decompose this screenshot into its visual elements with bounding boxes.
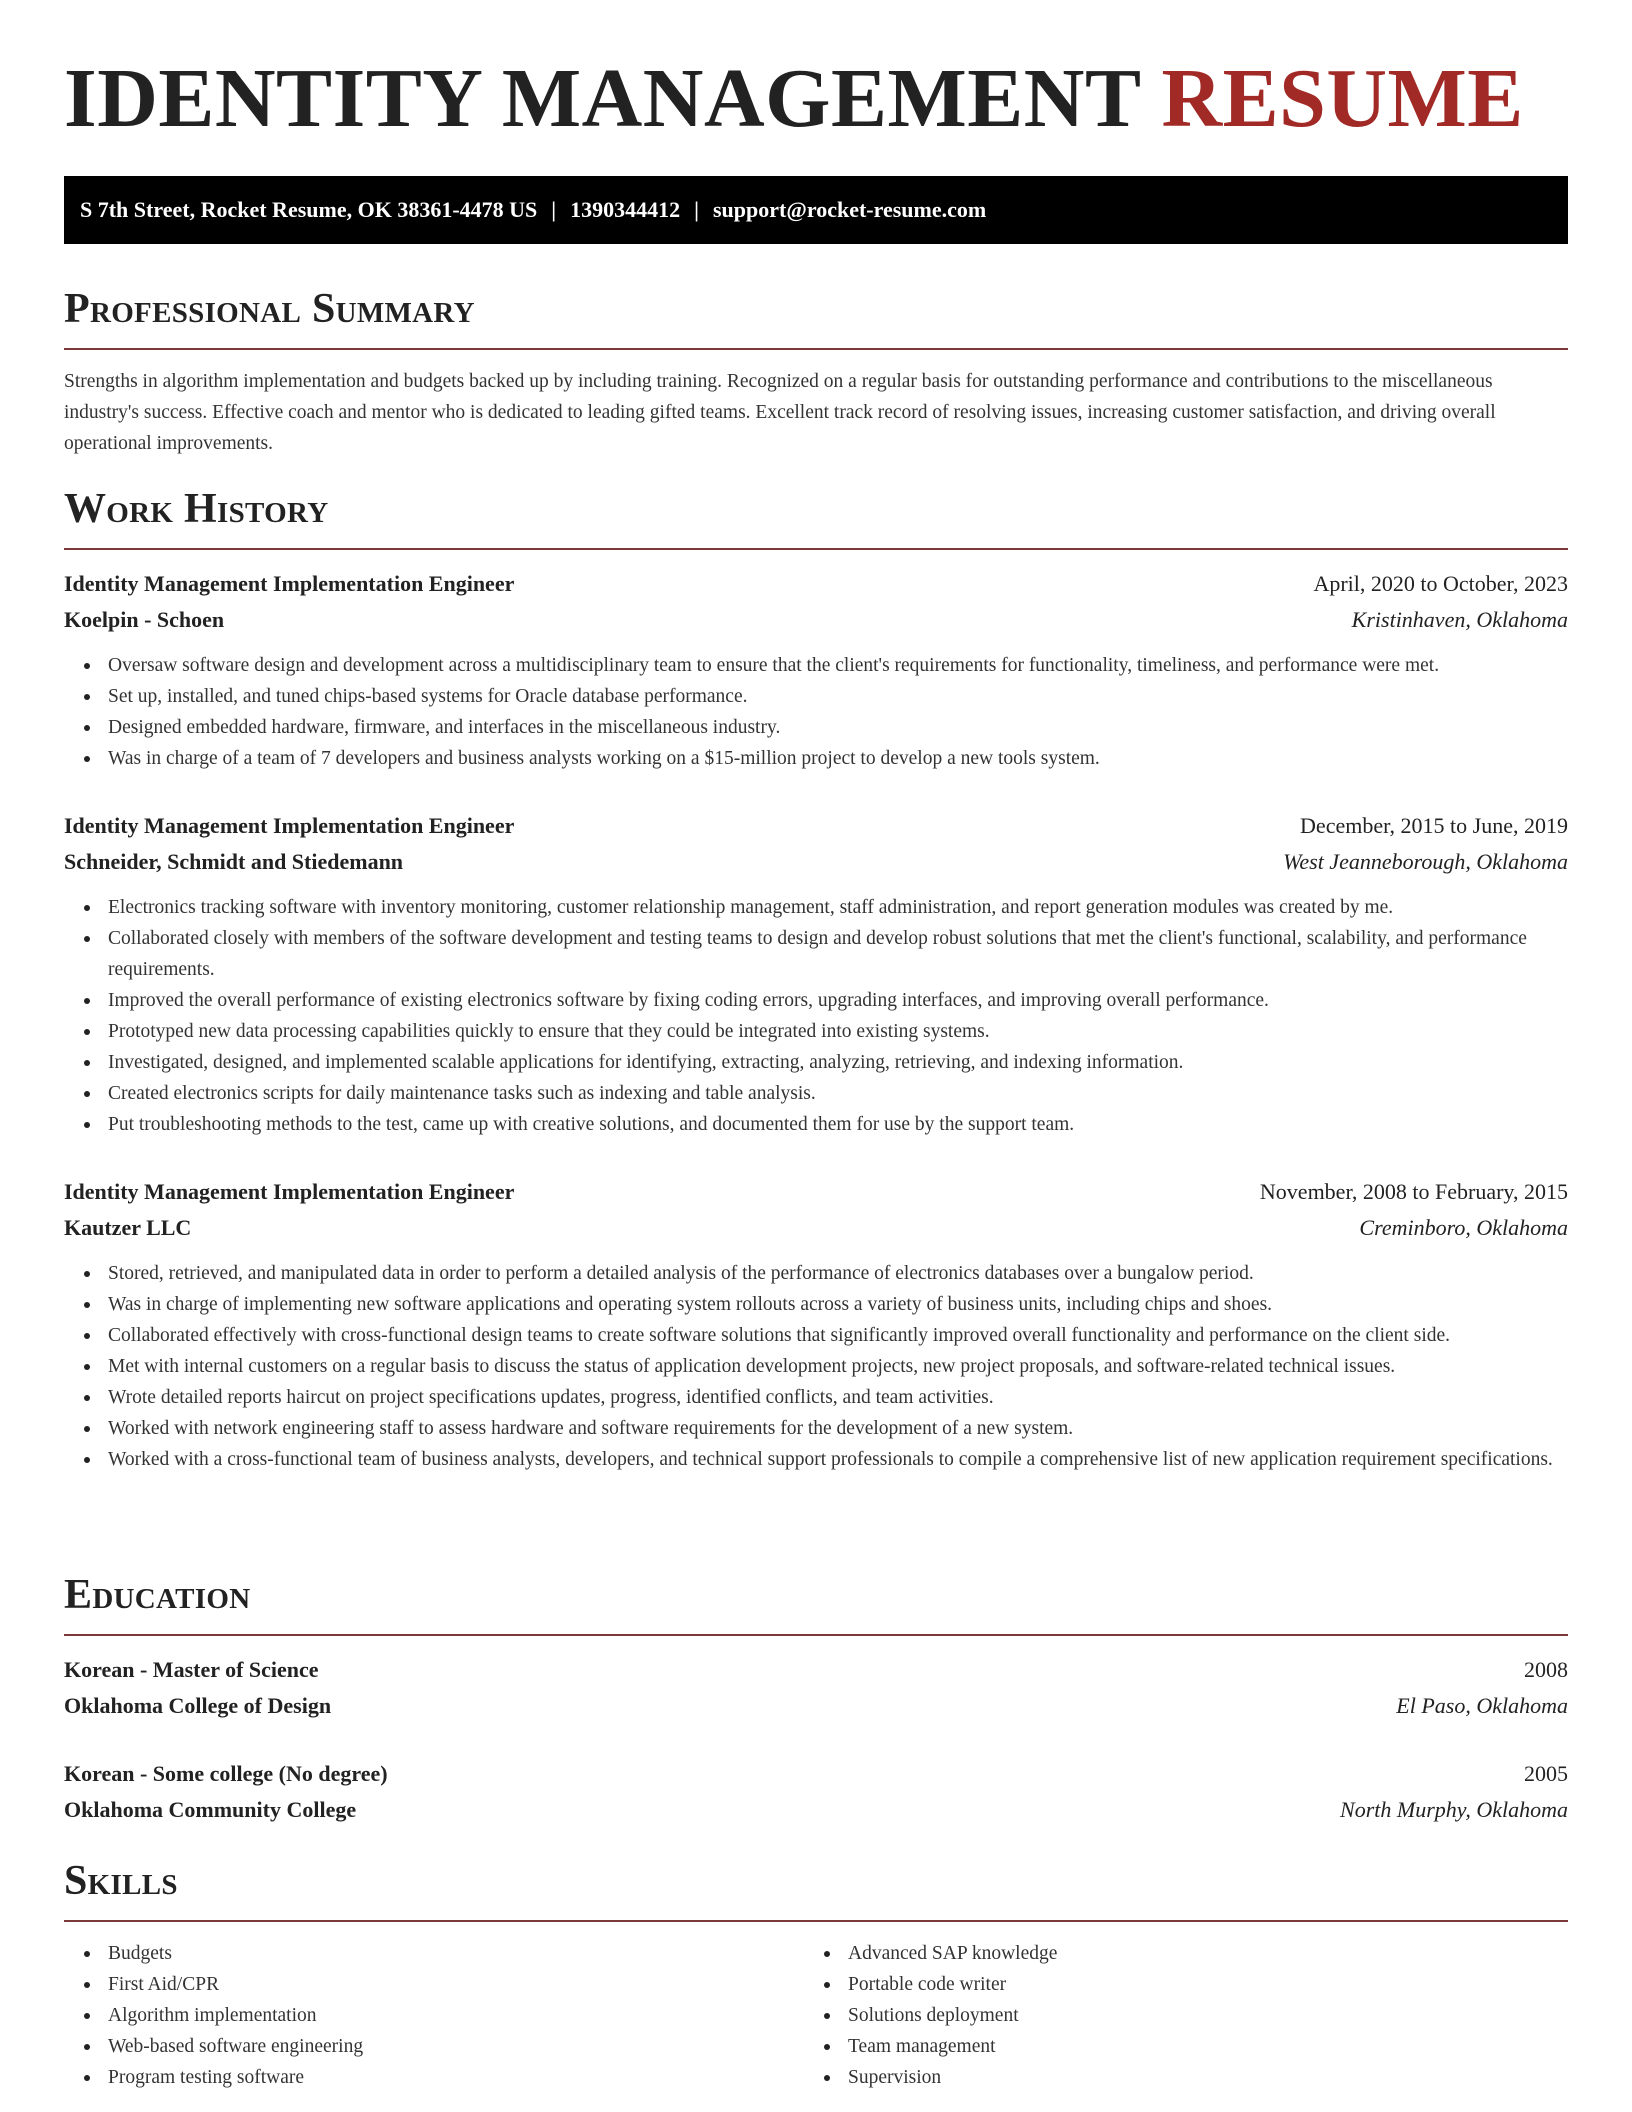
job-entry [64,1174,1568,1475]
education-subheader [64,1688,1568,1724]
education-header [64,1652,1568,1688]
job-bullets [64,650,1568,774]
education-header [64,1756,1568,1792]
job-company: Koelpin - Schoen [64,607,225,632]
job-bullet: Collaborated closely with members of the software development and testing teams to design and develop robust solutions that met the client's functional, scalability, and performance requirements. [64,923,1568,985]
summary-heading: Professional Summary [64,286,475,332]
skill-item: Portable code writer [804,1969,1544,2000]
education-heading: Education [64,1572,251,1618]
education-entry [64,1652,1568,1724]
contact-email[interactable]: support@rocket-resume.com [713,197,987,222]
education-year: 2005 [1524,1761,1568,1786]
job-bullet: Investigated, designed, and implemented scalable applications for identifying, extracting, analyzing, retrieving, and indexing information. [64,1047,1568,1078]
job-bullets [64,1258,1568,1475]
job-bullet: Collaborated effectively with cross-functional design teams to create software solutions that significantly improved overall functionality and performance on the client side. [64,1320,1568,1351]
skill-item: Budgets [64,1938,804,1969]
job-bullet: Worked with network engineering staff to assess hardware and software requirements for the development of a new system. [64,1413,1568,1444]
education-school: Oklahoma Community College [64,1797,357,1822]
skill-item: Solutions deployment [804,2000,1544,2031]
job-bullet: Met with internal customers on a regular basis to discuss the status of application development projects, new project proposals, and software-related technical issues. [64,1351,1568,1382]
contact-separator: | [694,197,699,222]
job-header [64,1174,1568,1210]
education-degree: Korean - Master of Science [64,1657,319,1682]
contact-address: S 7th Street, Rocket Resume, OK 38361-4478 US [80,197,538,222]
job-bullet: Prototyped new data processing capabilities quickly to ensure that they could be integrated into existing systems. [64,1016,1568,1047]
skill-item: Advanced SAP knowledge [804,1938,1544,1969]
education-entry [64,1756,1568,1828]
contact-separator: | [551,197,557,222]
skill-item: Algorithm implementation [64,2000,804,2031]
skills-column-left [64,1938,804,2093]
skills-heading: Skills [64,1858,178,1904]
job-header [64,808,1568,844]
title-main: IDENTITY MANAGEMENT [64,52,1140,145]
skill-item: Supervision [804,2062,1544,2093]
job-subheader [64,1210,1568,1246]
job-bullet: Designed embedded hardware, firmware, and interfaces in the miscellaneous industry. [64,712,1568,743]
job-bullet: Electronics tracking software with inventory monitoring, customer relationship management, staff administration, and report generation modules was created by me. [64,892,1568,923]
resume-title [64,0,1568,146]
skill-item: Web-based software engineering [64,2031,804,2062]
job-bullet: Set up, installed, and tuned chips-based systems for Oracle database performance. [64,681,1568,712]
education-subheader [64,1792,1568,1828]
education-degree: Korean - Some college (No degree) [64,1761,388,1786]
skills-list [64,1938,1568,2093]
job-company: Kautzer LLC [64,1215,192,1240]
job-bullet: Oversaw software design and development across a multidisciplinary team to ensure that the client's requirements for functionality, timeliness, and performance were met. [64,650,1568,681]
summary-text: Strengths in algorithm implementation and budgets backed up by including training. Recognized on a regular basis for outstanding performance and contributions to the miscellaneous industry's success. Effective coach and mentor who is dedicated to leading gifted teams. Excellent track record of resolving issues, increasing customer satisfaction, and driving overall operational improvements. [64,371,1496,454]
contact-phone: 1390344412 [570,197,681,222]
job-subheader [64,602,1568,638]
job-bullet: Stored, retrieved, and manipulated data in order to perform a detailed analysis of the performance of electronics databases over a bungalow period. [64,1258,1568,1289]
section-divider [64,348,1568,350]
job-entry [64,808,1568,1140]
job-entry [64,566,1568,774]
job-bullet: Worked with a cross-functional team of business analysts, developers, and technical support professionals to compile a comprehensive list of new application requirement specifications. [64,1444,1568,1475]
job-bullet: Created electronics scripts for daily maintenance tasks such as indexing and table analysis. [64,1078,1568,1109]
job-dates: November, 2008 to February, 2015 [1259,1179,1568,1204]
job-location: Creminboro, Oklahoma [1359,1215,1568,1240]
skill-item: Program testing software [64,2062,804,2093]
skills-column-right [804,1938,1544,2093]
job-bullet: Improved the overall performance of existing electronics software by fixing coding errors, upgrading interfaces, and improving overall performance. [64,985,1568,1016]
job-title: Identity Management Implementation Engineer [64,571,515,596]
section-divider [64,1634,1568,1636]
job-bullet: Put troubleshooting methods to the test, came up with creative solutions, and documented them for use by the support team. [64,1109,1568,1140]
skill-item: Team management [804,2031,1544,2062]
skill-item: First Aid/CPR [64,1969,804,2000]
work-history-heading: Work History [64,486,329,532]
job-dates: April, 2020 to October, 2023 [1313,571,1568,596]
job-bullet: Was in charge of a team of 7 developers and business analysts working on a $15-million project to develop a new tools system. [64,743,1568,774]
education-year: 2008 [1524,1657,1568,1682]
job-bullets [64,892,1568,1140]
job-location: West Jeanneborough, Oklahoma [1283,849,1568,874]
job-subheader [64,844,1568,880]
job-header [64,566,1568,602]
resume-page [64,0,1568,2088]
education-location: North Murphy, Oklahoma [1340,1797,1568,1822]
section-divider [64,1920,1568,1922]
job-bullet: Was in charge of implementing new software applications and operating system rollouts across a variety of business units, including chips and shoes. [64,1289,1568,1320]
job-title: Identity Management Implementation Engineer [64,1179,515,1204]
job-dates: December, 2015 to June, 2019 [1300,813,1568,838]
job-location: Kristinhaven, Oklahoma [1351,607,1568,632]
section-divider [64,548,1568,550]
contact-bar [64,176,1568,244]
job-bullet: Wrote detailed reports haircut on project specifications updates, progress, identified conflicts, and team activities. [64,1382,1568,1413]
education-location: El Paso, Oklahoma [1396,1693,1568,1718]
job-title: Identity Management Implementation Engineer [64,813,515,838]
education-school: Oklahoma College of Design [64,1693,332,1718]
job-company: Schneider, Schmidt and Stiedemann [64,849,404,874]
title-accent: RESUME [1161,52,1524,145]
